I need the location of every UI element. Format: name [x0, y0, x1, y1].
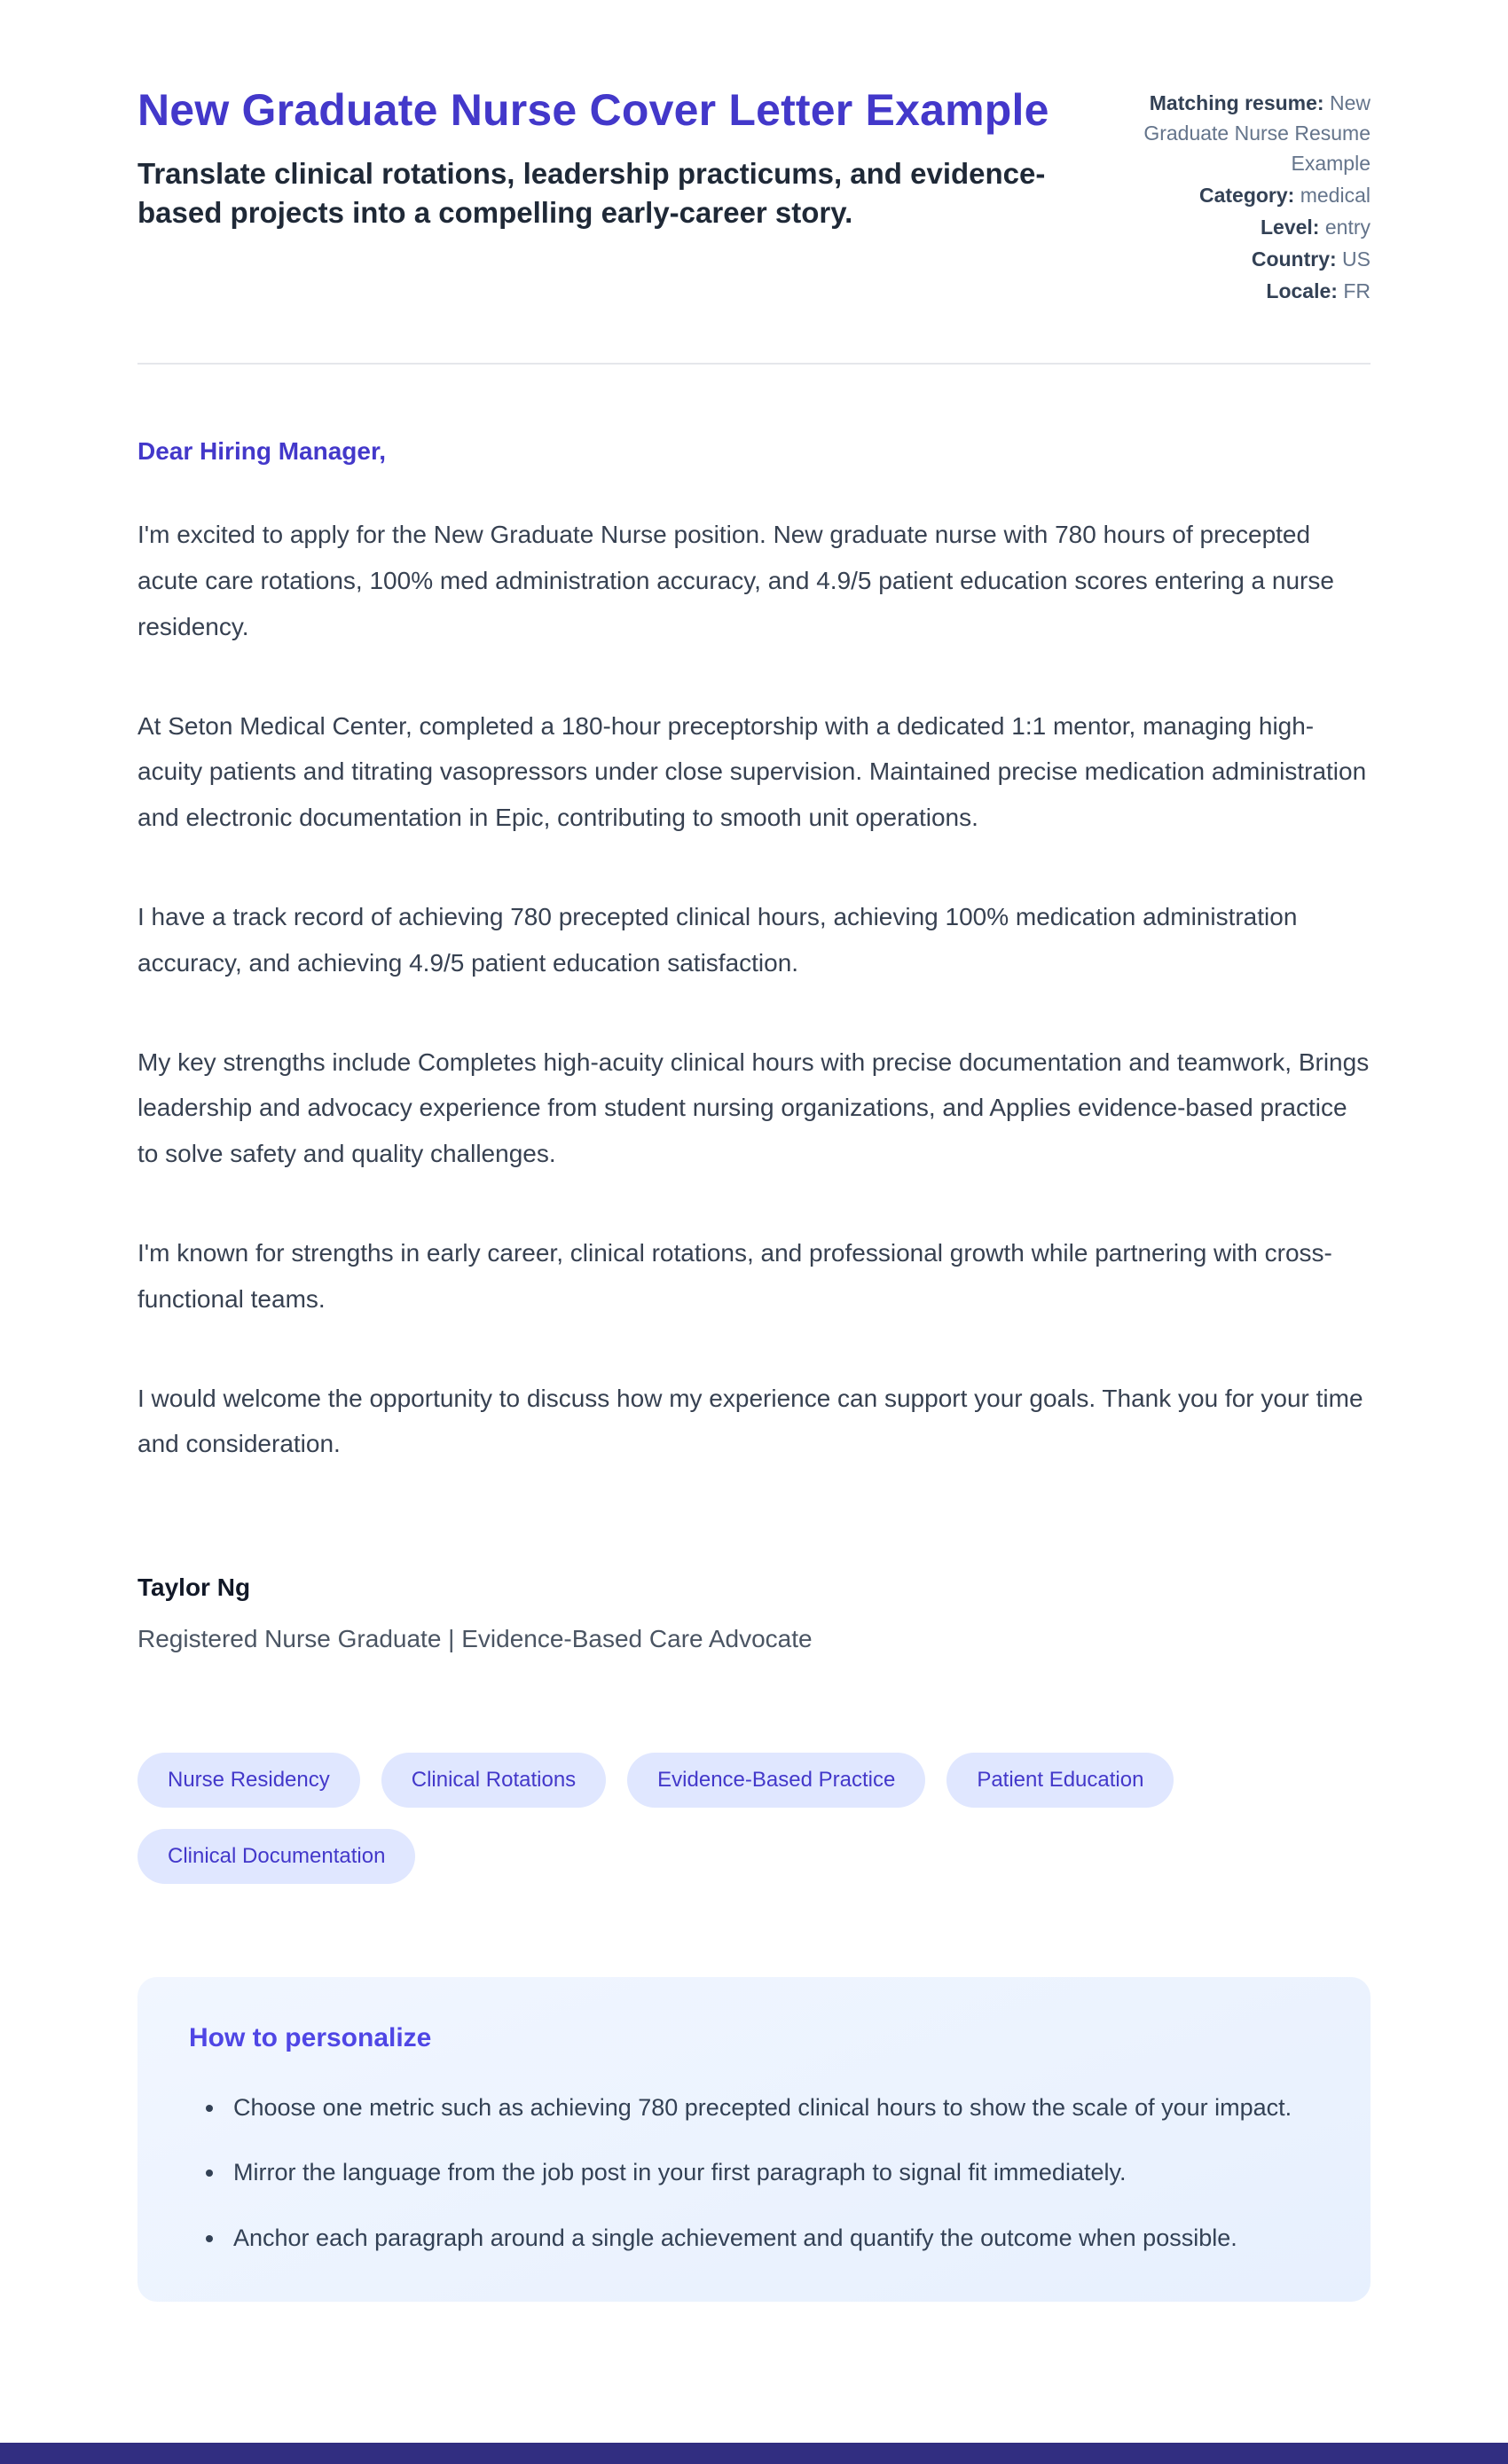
meta-label: Matching resume: — [1149, 91, 1324, 114]
tag-pill[interactable]: Evidence-Based Practice — [627, 1753, 925, 1808]
meta-value: US — [1342, 247, 1371, 271]
personalize-bullet: • Mirror the language from the job post in your first paragraph to signal fit immediately. — [226, 2152, 1319, 2193]
letter-paragraph: My key strengths include Completes high-acuity clinical hours with precise documentation and teamwork, Brings leadership and advocacy experience from student nursing organizations, and Applies evidence-based practice to solve safety and quality challenges. — [137, 1048, 1370, 1168]
tag-list — [137, 1753, 1246, 1884]
meta-value: FR — [1343, 279, 1371, 303]
tag-pill[interactable]: Clinical Documentation — [137, 1829, 415, 1884]
header-divider — [137, 363, 1371, 365]
meta-label: Category: — [1198, 184, 1295, 208]
signature-title: Registered Nurse Graduate | Evidence-Based Care Advocate — [137, 1625, 813, 1653]
meta-row — [1087, 180, 1371, 210]
meta-panel — [1087, 84, 1371, 308]
personalize-bullet: • Anchor each paragraph around a single achievement and quantify the outcome when possible. — [226, 2217, 1319, 2259]
header — [137, 84, 1371, 308]
letter-paragraph: I'm excited to apply for the New Graduate Nurse position. New graduate nurse with 780 hours of precepted acute care rotations, 100% med administration accuracy, and 4.9/5 patient education scores entering a nurse residency. — [137, 521, 1334, 640]
meta-value: medical — [1300, 184, 1371, 208]
meta-row — [1087, 212, 1371, 242]
meta-label: Locale: — [1266, 279, 1338, 303]
tag-pill[interactable]: Nurse Residency — [137, 1753, 360, 1808]
meta-value: entry — [1324, 216, 1371, 239]
letter-paragraph: I'm known for strengths in early career, clinical rotations, and professional growth while partnering with cross-functional teams. — [137, 1238, 1332, 1313]
tag-pill[interactable]: Clinical Rotations — [381, 1753, 606, 1808]
letter-paragraph: At Seton Medical Center, completed a 180-hour preceptorship with a dedicated 1:1 mentor, managing high-acuity patients and titrating vasopressors under close supervision. Maintained precise medication administration and electronic documentation in Epic, contributing to smooth unit operations. — [137, 711, 1367, 832]
header-text-block — [137, 84, 1051, 231]
meta-row — [1087, 276, 1371, 306]
personalize-list — [189, 2087, 1319, 2259]
signature-name: Taylor Ng — [137, 1573, 251, 1602]
tag-pill[interactable]: Patient Education — [946, 1753, 1174, 1808]
letter-paragraph: I have a track record of achieving 780 precepted clinical hours, achieving 100% medication administration accuracy, and achieving 4.9/5 patient education satisfaction. — [137, 903, 1298, 977]
meta-row — [1087, 244, 1371, 274]
footer-bar — [0, 2443, 1508, 2464]
personalize-callout — [137, 1977, 1371, 2302]
letter-paragraph: I would welcome the opportunity to discuss how my experience can support your goals. Thank you for your time and consideration. — [137, 1384, 1363, 1458]
meta-value: New Graduate Nurse Resume Example — [1143, 91, 1371, 176]
salutation: Dear Hiring Manager, — [137, 437, 387, 466]
personalize-title: How to personalize — [189, 2023, 432, 2053]
page-title: New Graduate Nurse Cover Letter Example — [137, 85, 1049, 135]
meta-row — [1087, 88, 1371, 178]
letter-paragraphs — [137, 512, 1371, 1467]
meta-label: Country: — [1251, 247, 1337, 271]
letter-body — [137, 437, 1371, 1653]
meta-label: Level: — [1260, 216, 1320, 239]
page-subtitle: Translate clinical rotations, leadership practicums, and evidence-based projects into a compelling early-career story. — [137, 157, 1046, 229]
personalize-bullet: • Choose one metric such as achieving 780 precepted clinical hours to show the scale of your impact. — [226, 2087, 1319, 2129]
